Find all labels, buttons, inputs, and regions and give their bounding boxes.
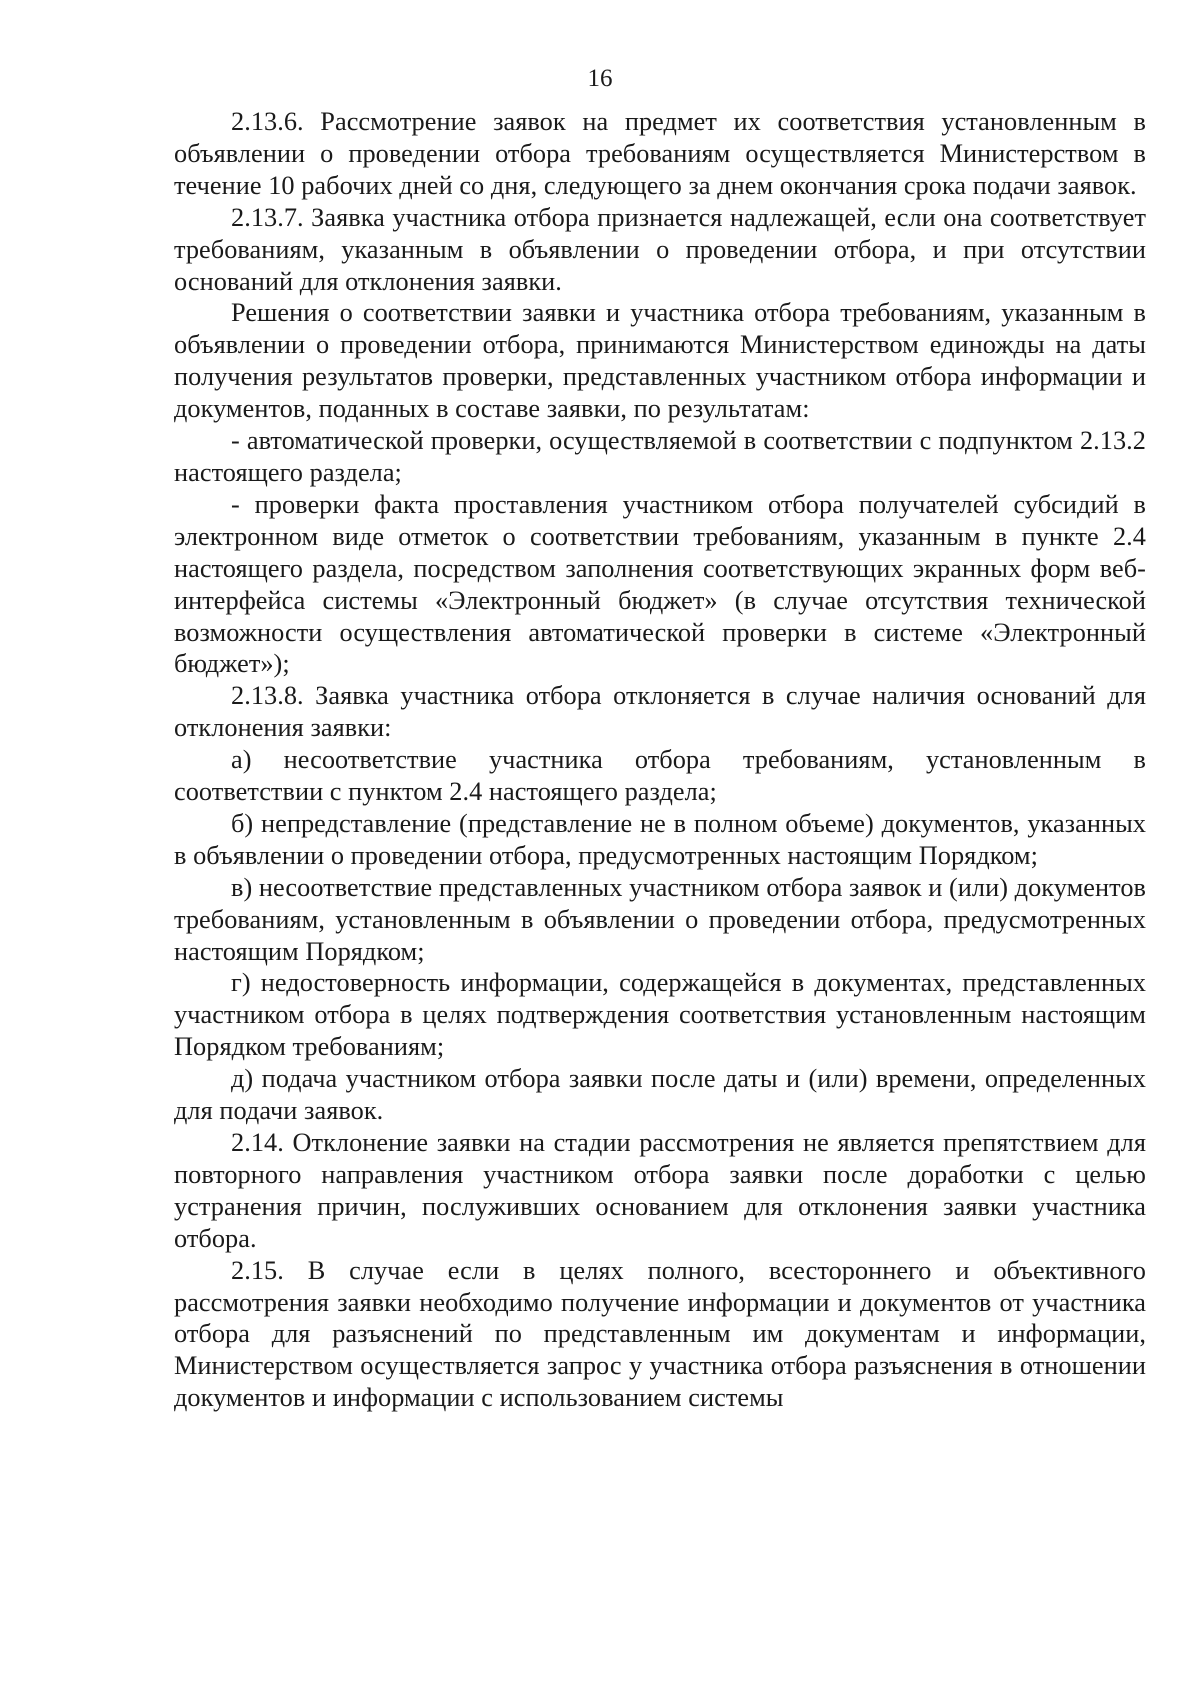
paragraph-decisions: Решения о соответствии заявки и участника отбора требованиям, указанным в объявлении о проведении отбора, принимаются Министерством единожды на даты получения результатов проверки, представленных участником отбора информации и документов, поданных в составе заявки, по результатам: (174, 298, 1146, 424)
paragraph-2-13-8: 2.13.8. Заявка участника отбора отклоняется в случае наличия оснований для отклонения заявки: (174, 681, 1146, 743)
list-item-automatic-check: - автоматической проверки, осуществляемой в соответствии с подпунктом 2.13.2 настоящего раздела; (174, 426, 1146, 487)
list-item-d: д) подача участником отбора заявки после даты и (или) времени, определенных для подачи заявок. (174, 1064, 1146, 1126)
list-item-marks-check: - проверки факта проставления участником отбора получателей субсидий в электронном виде отметок о соответствии требованиям, указанным в пункте 2.4 настоящего раздела, посредством заполнения соответствующих экранных форм веб-интерфейса системы «Электронный бюджет» (в случае отсутствия технической возможности осуществления автоматической проверки в системе «Электронный бюджет»); (174, 489, 1146, 679)
list-item-g: г) недостоверность информации, содержащейся в документах, представленных участником отбора в целях подтверждения соответствия установленным настоящим Порядком требованиям; (174, 968, 1146, 1062)
list-item-v: в) несоответствие представленных участником отбора заявок и (или) документов требованиям, установленным в объявлении о проведении отбора, предусмотренных настоящим Порядком; (174, 872, 1146, 966)
paragraph-2-13-6: 2.13.6. Рассмотрение заявок на предмет их соответствия установленным в объявлении о проведении отбора требованиям осуществляется Министерством в течение 10 рабочих дней со дня, следующего за днем окончания срока подачи заявок. (174, 107, 1146, 200)
page-number: 16 (587, 65, 613, 92)
paragraph-2-13-7: 2.13.7. Заявка участника отбора признается надлежащей, если она соответствует требованиям, указанным в объявлении о проведении отбора, и при отсутствии оснований для отклонения заявки. (174, 202, 1146, 296)
paragraph-2-15: 2.15. В случае если в целях полного, всестороннего и объективного рассмотрения заявки необходимо получение информации и документов от участника отбора для разъяснений по представленным им документам и информации, Министерством осуществляется запрос у участника отбора разъяснения в отношении документов и информации с использованием системы (174, 1255, 1146, 1413)
list-item-b: б) непредставление (представление не в полном объеме) документов, указанных в объявлении о проведении отбора, предусмотренных настоящим Порядком; (174, 808, 1146, 870)
document-body (174, 106, 1146, 1414)
list-item-a: а) несоответствие участника отбора требованиям, установленным в соответствии с пунктом 2.4 настоящего раздела; (174, 745, 1146, 807)
paragraph-2-14: 2.14. Отклонение заявки на стадии рассмотрения не является препятствием для повторного направления участником отбора заявки после доработки с целью устранения причин, послуживших основанием для отклонения заявки участника отбора. (174, 1128, 1146, 1253)
